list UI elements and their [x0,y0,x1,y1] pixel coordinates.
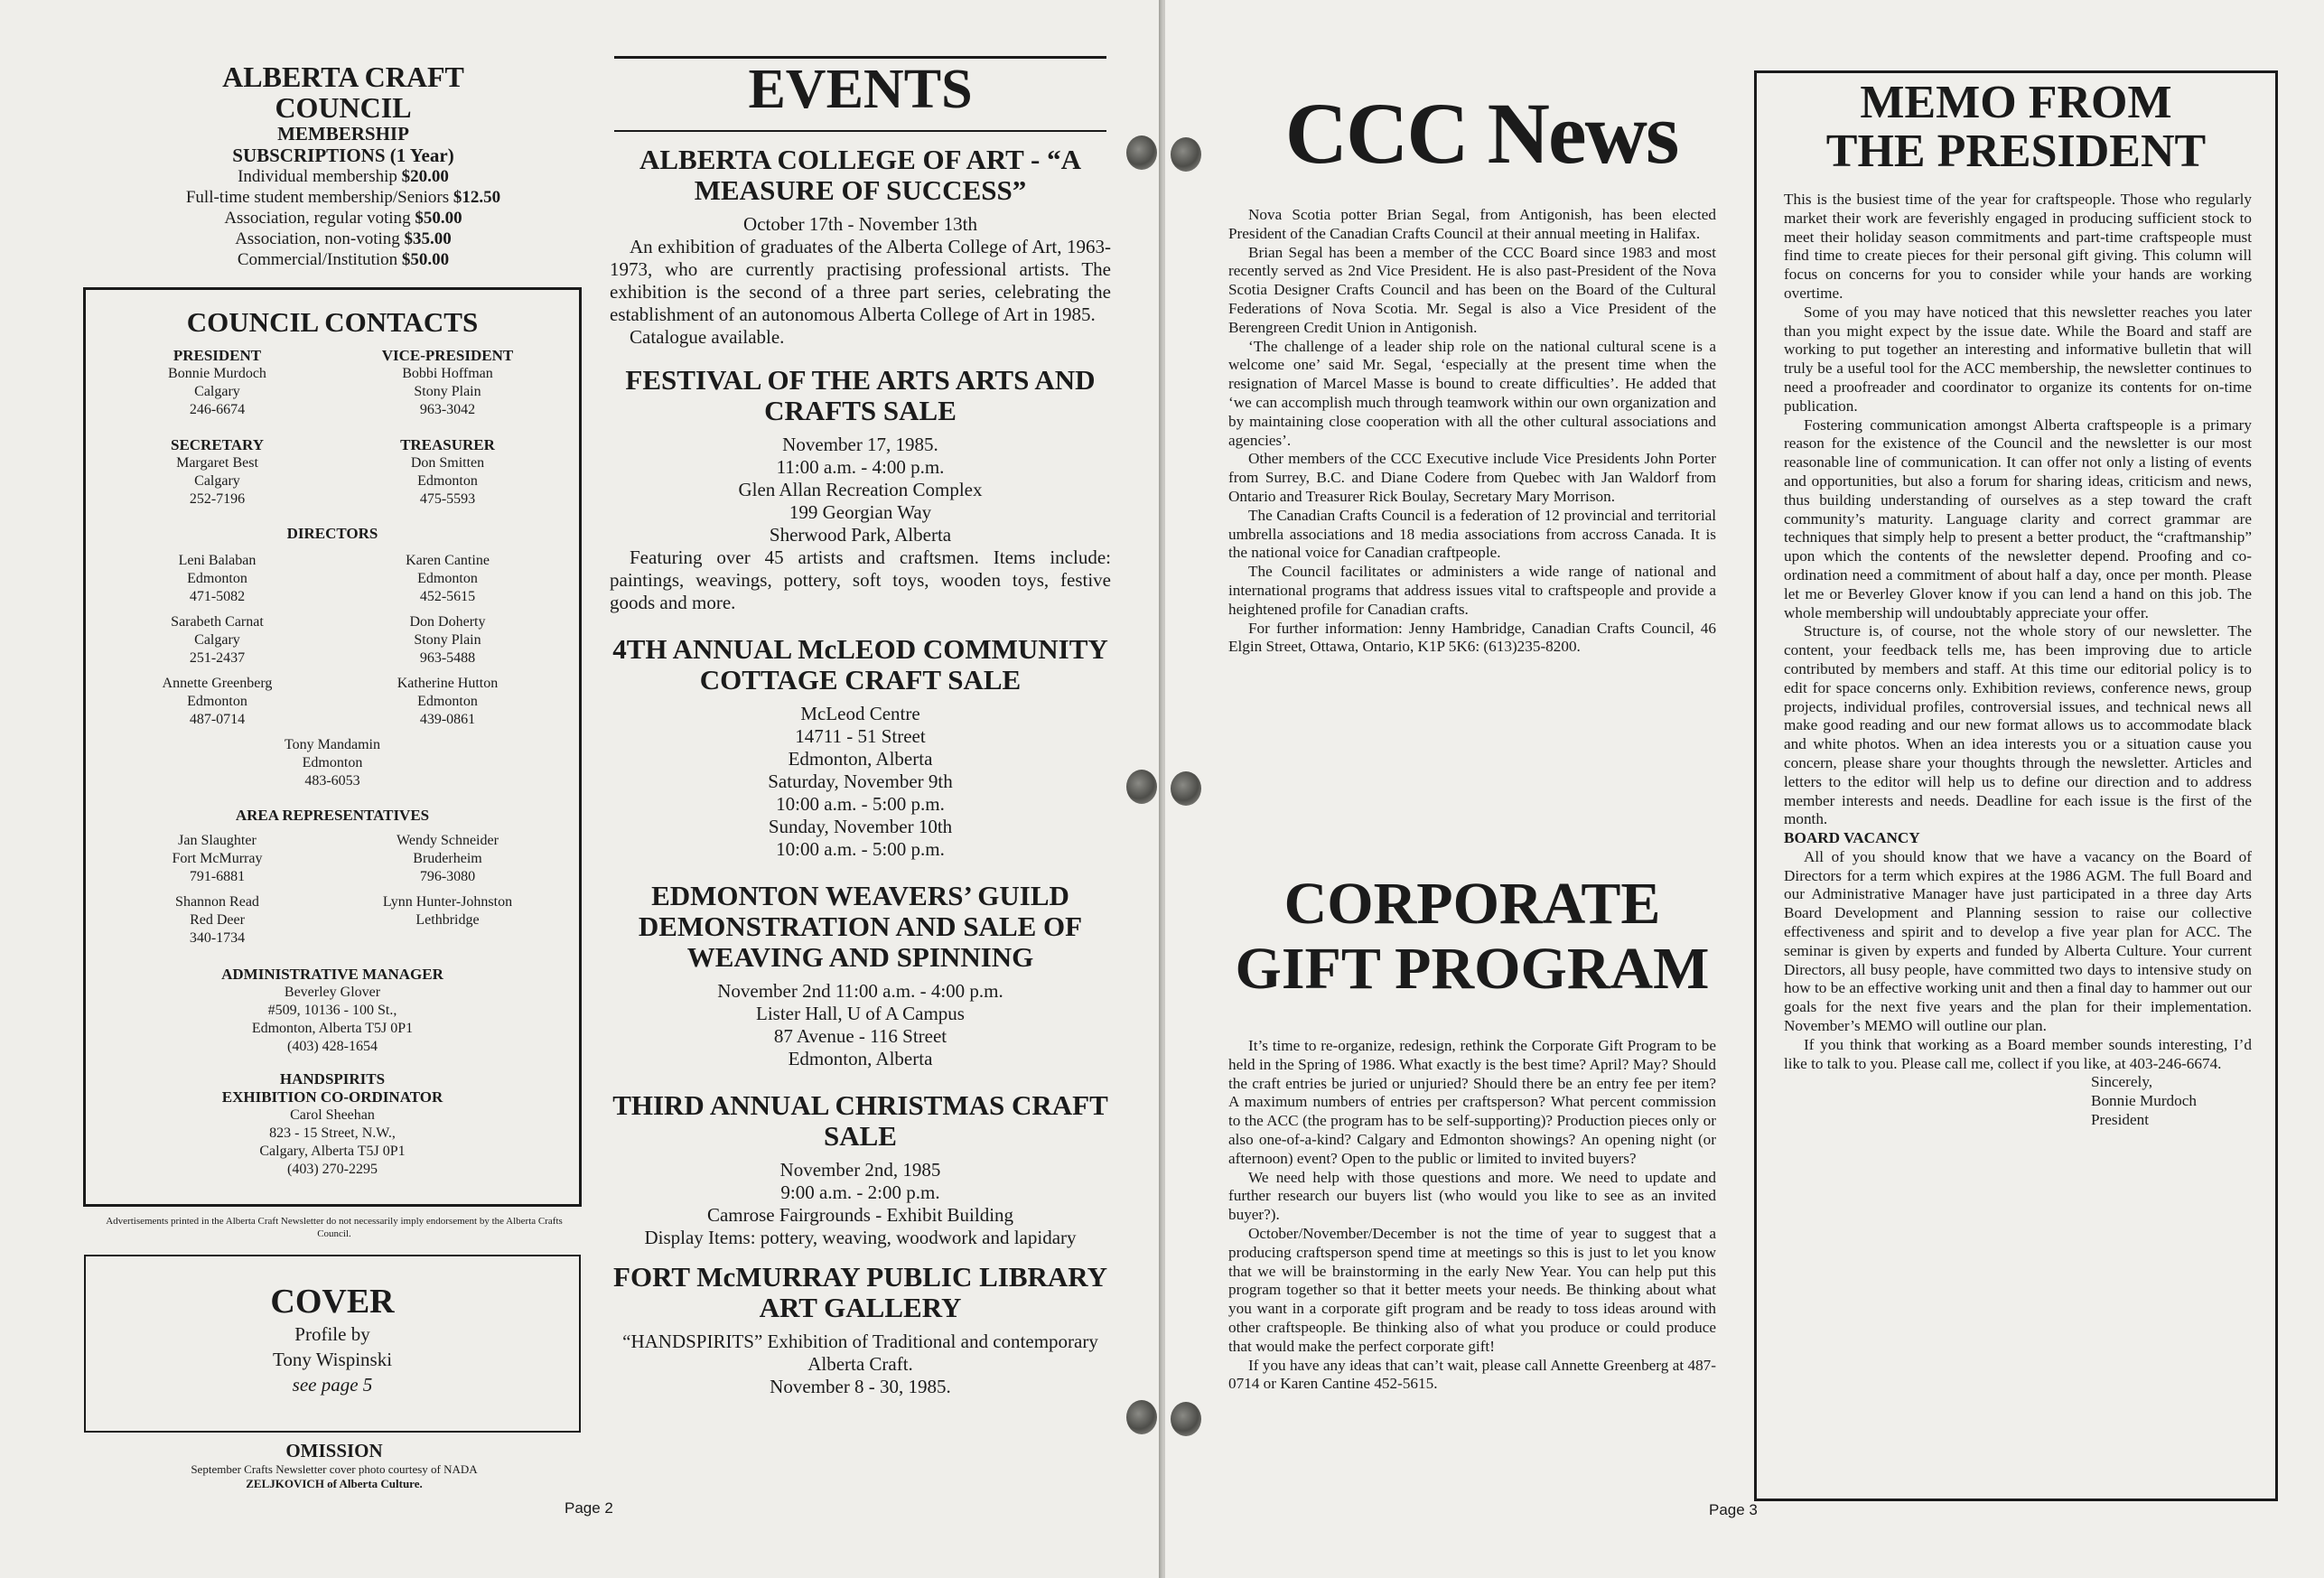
event-line: “HANDSPIRITS” Exhibition of Traditional and contemporary Alberta Craft. [622,1331,1098,1375]
area-reps-row [86,893,579,948]
event-line: 10:00 a.m. - 5:00 p.m. [776,838,945,860]
handspirits-subheading: EXHIBITION CO-ORDINATOR [221,1088,443,1106]
event-line: Lister Hall, U of A Campus [756,1003,965,1024]
director-contact: Karen Cantine Edmonton 452-5615 [406,553,490,604]
event-item [610,1262,1111,1398]
director-contact: Leni Balaban Edmonton 471-5082 [178,553,257,604]
handspirits-contact: Carol Sheehan 823 - 15 Street, N.W., Calgary, Alberta T5J 0P1 (403) 270-2295 [259,1107,406,1177]
omission-heading: OMISSION [285,1440,383,1461]
binder-hole [1171,1402,1201,1436]
event-heading: FORT McMURRAY PUBLIC LIBRARY ART GALLERY [613,1261,1107,1323]
binder-hole [1126,770,1157,804]
memo-title: MEMO FROM THE PRESIDENT [1825,77,2207,177]
binder-hole [1171,771,1201,806]
corporate-gift-title: CORPORATE GIFT PROGRAM [1235,871,1710,1002]
cover-heading: COVER [270,1283,395,1321]
membership-row: Individual membership $20.00 [238,167,449,186]
membership-box [135,61,551,270]
event-item [610,1090,1111,1249]
admin-manager-contact: Beverley Glover #509, 10136 - 100 St., Edmonton, Alberta T5J 0P1 (403) 428-1654 [251,985,414,1054]
cover-line: Tony Wispinski [272,1349,393,1370]
advertising-disclaimer: Advertisements printed in the Alberta Craft Newsletter do not necessarily imply endorsement by the Alberta Crafts Council. [106,1216,563,1239]
event-item [610,634,1111,861]
board-vacancy-heading: BOARD VACANCY [1784,829,1920,847]
event-heading: ALBERTA COLLEGE OF ART - “A MEASURE OF SUCCESS” [639,144,1082,206]
handspirits-heading: HANDSPIRITS [279,1070,386,1088]
event-line: Edmonton, Alberta [788,1048,933,1069]
memo-paragraph: Structure is, of course, not the whole story of our newsletter. The content, your feedback tells me, has been improving due to article contributed by members and staff. At this time our editorial policy is to edit for space concerns only. Exhibition reviews, conference news, group projects, individual profiles, controversial issues, and technical news all make good reading and our new format allows us to accommodate black and white photos. When an idea interests you or a situation cause you concern, please share your thoughts through the newsletter. Articles and letters to the editor will help us to define our direction and to address member interests and needs. Deadline for each issue is the first of the month. [1784,622,2252,828]
directors-row [86,675,579,729]
membership-title-1: ALBERTA CRAFT [222,61,464,93]
area-reps-heading: AREA REPRESENTATIVES [235,807,430,824]
area-rep-contact: Shannon Read Red Deer 340-1734 [175,894,259,946]
memo-paragraph: Some of you may have noticed that this newsletter reaches you later than you might expect by the issue date. While the Board and staff are working to put together an interesting and informative bulletin that will truly be a useful tool for the ACC membership, the newsletter continues to need a proofreader and coordinator to organize its contents for on-time publication. [1784,303,2252,415]
ccc-news-title: CCC News [1284,85,1678,182]
director-contact: Don Doherty Stony Plain 963-5488 [409,614,486,666]
memo-from-president-box [1754,70,2278,1501]
membership-title-3: MEMBERSHIP [277,123,409,145]
membership-title-4: SUBSCRIPTIONS (1 Year) [232,145,454,166]
memo-paragraph: If you think that working as a Board member sounds interesting, I’d like to talk to you. Please call me, collect if you like, at 403-246-6674. [1784,1035,2252,1072]
omission-box [117,1440,551,1491]
event-description: Featuring over 45 artists and craftsmen. Items include: paintings, weavings, pottery, soft toys, wooden toys, festive goods and more. [610,546,1111,613]
binder-hole [1126,1400,1157,1434]
memo-paragraph: All of you should know that we have a vacancy on the Board of Directors for a term which expires at the 1986 AGM. The full Board and our Administrative Manager have just participated in a three day Arts Board Development and Planning session to raise our collective effectiveness and spirit and to develop a five year plan for ACC. The seminar is given by experts and funded by Alberta Culture. Your current Directors, all busy people, have committed two days to intensive study on how to be an effective working unit and then a final day to hammer out our goals for the next five years and the plan for their implementation. November’s MEMO will outline our plan. [1784,847,2252,1035]
event-line: 11:00 a.m. - 4:00 p.m. [776,456,945,478]
area-reps-row [86,832,579,886]
event-heading: 4TH ANNUAL McLEOD COMMUNITY COTTAGE CRAFT SALE [612,633,1108,696]
event-heading: THIRD ANNUAL CHRISTMAS CRAFT SALE [612,1089,1108,1152]
event-line: Edmonton, Alberta [788,748,933,770]
membership-title-2: COUNCIL [275,91,412,124]
event-line: 10:00 a.m. - 5:00 p.m. [776,793,945,815]
admin-manager-heading: ADMINISTRATIVE MANAGER [221,966,443,983]
director-contact: Tony Mandamin Edmonton 483-6053 [285,737,380,789]
directors-heading: DIRECTORS [286,525,378,542]
event-item [610,365,1111,614]
cover-box [84,1255,581,1433]
binder-hole [1126,135,1157,170]
memo-paragraph: Fostering communication amongst Alberta craftspeople is a primary reason for the existence of the Council and the newsletter is our most reasonable line of communication. It can offer not only a listing of events and opportunities, but also a forum for sharing ideas, criticism and news, thus building understanding of ourselves as a step toward the craft community’s maturity. Language clarity and correct grammar are techniques that simply help to present a better product, the “craftmanship” upon which the contents of the newsletter depend. Proofing and co-ordination need a commitment of about half a day, once per month. Please let me or Beverley Glover know if you can lend a hand on this job. The whole membership will undoubtably appreciate your offer. [1784,416,2252,621]
event-line: 87 Avenue - 116 Street [773,1025,947,1047]
event-line: November 2nd 11:00 a.m. - 4:00 p.m. [717,980,1003,1002]
page-2 [0,0,1159,1578]
membership-row: Association, non-voting $35.00 [235,229,452,248]
ccc-paragraph: Brian Segal has been a member of the CCC Board since 1983 and most recently served as 2nd Vice President. He is also past-President of the Nova Scotia Designer Crafts Council and has been on the Board of the Cultural Federations of Nova Scotia. Mr. Segal is also a Vice President of the Berengreen Credit Union in Antigonish. [1228,243,1716,336]
director-contact: Annette Greenberg Edmonton 487-0714 [162,676,273,727]
event-description: An exhibition of graduates of the Alberta College of Art, 1963-1973, who are currently practising professional artists. The exhibition is the second of a three part series, celebrating the establishment of an autonomous Alberta College of Art in 1985. [610,236,1111,325]
events-title: EVENTS [748,59,973,120]
ccc-paragraph: Nova Scotia potter Brian Segal, from Antigonish, has been elected President of the Canadian Crafts Council at their annual meeting in Halifax. [1228,206,1716,242]
event-line: 199 Georgian Way [789,501,932,523]
contacts-heading: COUNCIL CONTACTS [186,306,479,338]
ccc-paragraph: The Council facilitates or administers a wide range of national and international programs that address issues vital to craftspeople and provide a heightened profile for Canadian crafts. [1228,563,1716,618]
vice-president-contact: VICE-PRESIDENT Bobbi Hoffman Stony Plain 963-3042 [381,347,514,417]
event-heading: EDMONTON WEAVERS’ GUILD DEMONSTRATION AND SALE OF WEAVING AND SPINNING [638,880,1083,973]
area-rep-contact: Wendy Schneider Bruderheim 796-3080 [397,833,499,884]
event-line: 14711 - 51 Street [795,725,926,747]
membership-row: Full-time student membership/Seniors $12.50 [185,188,501,207]
membership-row: Association, regular voting $50.00 [224,209,462,228]
event-line: November 17, 1985. [782,434,938,455]
treasurer-contact: TREASURER Don Smitten Edmonton 475-5593 [400,436,495,507]
corp-paragraph: We need help with those questions and more. We need to update and further research our buyers list (who would you like to see as an invited buyer?). [1228,1168,1716,1224]
director-contact: Sarabeth Carnat Calgary 251-2437 [171,614,264,666]
page-number: Page 2 [565,1499,613,1517]
memo-paragraph: This is the busiest time of the year for craftspeople. Those who regularly market their work are feverishly engaged in producing sufficient stock to meet their holiday season commitments and part-time craftspeople must find time to create pieces for their personal gift giving. This column will focus on concerns for you to consider while your hands are working overtime. [1784,191,2252,302]
area-rep-contact: Lynn Hunter-Johnston Lethbridge [382,894,513,928]
event-line: Sherwood Park, Alberta [769,524,952,546]
area-rep-contact: Jan Slaughter Fort McMurray 791-6881 [172,833,263,884]
events-rule [614,130,1106,132]
cover-line: Profile by [294,1323,370,1345]
event-heading: FESTIVAL OF THE ARTS ARTS AND CRAFTS SALE [625,364,1096,426]
omission-line: September Crafts Newsletter cover photo courtesy of NADA [191,1462,478,1476]
president-contact: PRESIDENT Bonnie Murdoch Calgary 246-6674 [168,347,266,417]
memo-signoff: Sincerely, Bonnie Murdoch President [2091,1073,2197,1129]
council-contacts-box [83,287,582,1207]
omission-line: ZELJKOVICH of Alberta Culture. [246,1477,423,1490]
corp-paragraph: October/November/December is not the time of year to suggest that a producing craftsperson spend time at meetings so this is just to let you know that we will be brainstorming in the early New Year. You can help put this program together so that it better meets your needs. Be thinking about what you want in a corporate gift program and be ready to toss ideas around with other craftspeople. Be thinking also of what you produce or could produce that would make the perfect corporate gift! [1228,1224,1716,1355]
corp-paragraph: If you have any ideas that can’t wait, please call Annette Greenberg at 487-0714 or Karen Cantine 452-5615. [1228,1356,1716,1393]
secretary-contact: SECRETARY Margaret Best Calgary 252-7196 [170,436,264,507]
event-line: Sunday, November 10th [768,816,953,837]
events-list [610,145,1111,1398]
ccc-paragraph: ‘The challenge of a leader ship role on the national cultural scene is a welcome one’ said Mr. Segal, ‘especially at the present time when the resignation of Marcel Masse is bound to create difficulties’. He added that ‘we can accomplish much through teamwork within our own organization and by maintaining close cooperation with all the other cultural associations and agencies’. [1228,337,1716,449]
event-line: November 8 - 30, 1985. [770,1376,951,1397]
event-item [610,881,1111,1070]
binder-hole [1171,137,1201,172]
officers-row [86,346,579,419]
event-line: October 17th - November 13th [743,213,977,235]
directors-row [86,552,579,606]
ccc-news-body [1228,206,1716,657]
page-number: Page 3 [1709,1501,1758,1518]
ccc-paragraph: Other members of the CCC Executive include Vice Presidents John Porter from Surrey, B.C. and Diane Codere from Quebec with Jan Waldorf from Ontario and Treasurer Rick Boulay, Secretary Mary Morrison. [1228,450,1716,505]
event-line: McLeod Centre [800,703,920,724]
director-contact: Katherine Hutton Edmonton 439-0861 [397,676,499,727]
event-item [610,145,1111,349]
corporate-gift-body [1228,1037,1716,1394]
cover-line: see page 5 [292,1374,373,1396]
event-line: Glen Allan Recreation Complex [738,479,983,500]
event-line: Display Items: pottery, weaving, woodwork and lapidary [644,1227,1077,1248]
event-note: Catalogue available. [630,326,785,348]
corp-paragraph: It’s time to re-organize, redesign, rethink the Corporate Gift Program to be held in the Spring of 1986. What exactly is the best time? April? May? Should the craft entries be juried or unjuried? Should there be an entry fee per item? A maximum numbers of entries per craftsperson? What percent commission to the ACC (the program has to be self-supporting)? Production pieces only or also one-of-a-kind? Calgary and Edmonton showings? An opening night (or afternoon) event? Open to the public or limited to invited buyers? [1228,1037,1716,1167]
directors-row [86,613,579,668]
memo-body [1784,191,2252,1130]
ccc-paragraph: For further information: Jenny Hambridge, Canadian Crafts Council, 46 Elgin Street, Ottawa, Ontario, K1P 5K6: (613)235-8200. [1228,619,1716,656]
event-line: 9:00 a.m. - 2:00 p.m. [780,1181,940,1203]
membership-row: Commercial/Institution $50.00 [237,250,450,269]
officers-row [86,435,579,509]
event-line: Saturday, November 9th [768,770,953,792]
event-line: November 2nd, 1985 [779,1159,941,1181]
event-line: Camrose Fairgrounds - Exhibit Building [706,1204,1014,1226]
ccc-paragraph: The Canadian Crafts Council is a federation of 12 provincial and territorial umbrella associations and 18 media associations from accross Canada. It is the national voice for Canadian craftpeople. [1228,506,1716,562]
